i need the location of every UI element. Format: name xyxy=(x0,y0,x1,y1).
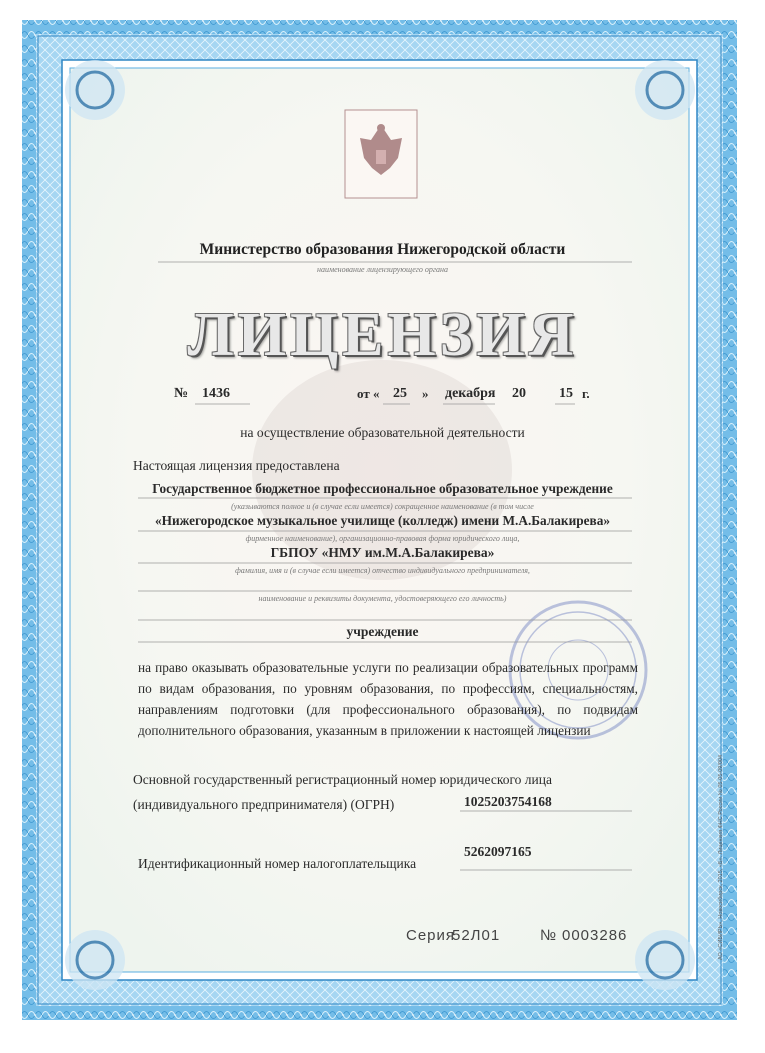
ogrn-label-line-2: (индивидуального предпринимателя) (ОГРН) xyxy=(133,797,395,812)
licensing-authority-caption: наименование лицензирующего органа xyxy=(317,265,448,274)
printer-note: АО «СИБИРЬ», Новосибирск, 2015, «Б». Лицензия ФНС России № 05-05-09/004 xyxy=(718,754,724,960)
grantee-full-name: Государственное бюджетное профессиональное образовательное учреждение xyxy=(152,481,613,496)
grantee-caption-4: наименование и реквизиты документа, удостоверяющего его личность) xyxy=(258,594,507,603)
grantee-caption-3: фамилия, имя и (в случае если имеется) отчество индивидуального предпринимателя, xyxy=(235,566,530,575)
grantee-name-quoted: «Нижегородское музыкальное училище (колледж) имени М.А.Балакирева» xyxy=(154,513,611,528)
ogrn-value: 1025203754168 xyxy=(464,794,552,809)
series-label: Серия xyxy=(406,927,456,944)
date-from-label: от « xyxy=(357,386,380,401)
license-number: 1436 xyxy=(202,386,230,401)
inn-value: 5262097165 xyxy=(464,844,532,859)
license-month: декабря xyxy=(445,386,496,401)
license-scope-text: на право оказывать образовательные услуги по реализации образовательных программ по видам образования, по уровням образования, по профессиям, специальностям, направлениям подготовки (для профессионального образования), по подвидам дополнительного образования, указанным в приложении к настоящей лицензии xyxy=(138,660,638,738)
series-value: 52Л01 xyxy=(452,927,501,944)
inn-label: Идентификационный номер налогоплательщика xyxy=(138,856,417,871)
grantee-caption-1: (указываются полное и (в случае если имеется) сокращенное наименование (в том числе xyxy=(231,502,534,511)
date-close-quote: » xyxy=(422,386,429,401)
year-unit: г. xyxy=(582,386,590,401)
license-day: 25 xyxy=(393,386,407,401)
licensing-authority-name: Министерство образования Нижегородской области xyxy=(199,241,566,258)
license-year-prefix: 20 xyxy=(512,386,526,401)
blank-number-value: 0003286 xyxy=(562,927,628,944)
ogrn-label-line-1: Основной государственный регистрационный номер юридического лица xyxy=(133,772,552,787)
grantee-caption-2: фирменное наименование), организационно-правовая форма юридического лица, xyxy=(245,534,520,543)
blank-number-label: № xyxy=(540,927,558,944)
license-year-suffix: 15 xyxy=(559,386,573,401)
grantee-intro: Настоящая лицензия предоставлена xyxy=(133,458,340,473)
number-label: № xyxy=(174,386,189,401)
grantee-org-form: учреждение xyxy=(346,624,419,639)
document-title: ЛИЦЕНЗИЯ xyxy=(187,301,578,369)
grantee-short-name: ГБПОУ «НМУ им.М.А.Балакирева» xyxy=(270,545,495,560)
license-subject: на осуществление образовательной деятельности xyxy=(240,425,525,440)
